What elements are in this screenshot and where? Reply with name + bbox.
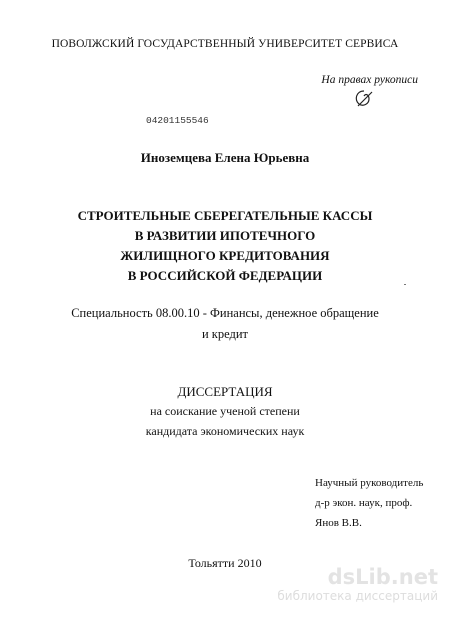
site-watermark <box>277 566 438 604</box>
dissertation-label: ДИССЕРТАЦИЯ <box>177 384 273 399</box>
watermark-subtitle: библиотека диссертаций <box>277 589 438 603</box>
thesis-title-line-4: В РОССИЙСКОЙ ФЕДЕРАЦИИ <box>127 268 323 283</box>
degree-purpose-line-1: на соискание ученой степени <box>150 404 300 418</box>
supervisor-degree: д-р экон. наук, проф. <box>315 497 413 509</box>
thesis-title-line-3: ЖИЛИЩНОГО КРЕДИТОВАНИЯ <box>120 248 330 263</box>
supervisor-role: Научный руководитель <box>315 477 424 489</box>
university-name: ПОВОЛЖСКИЙ ГОСУДАРСТВЕННЫЙ УНИВЕРСИТЕТ СЕРВИСА <box>51 38 399 50</box>
thesis-title-line-2: В РАЗВИТИИ ИПОТЕЧНОГО <box>134 228 316 243</box>
scan-speck <box>404 284 406 285</box>
supervisor-name: Янов В.В. <box>315 517 362 529</box>
degree-purpose-line-2: кандидата экономических наук <box>145 424 305 438</box>
specialty-line-2: и кредит <box>201 327 249 341</box>
handwritten-signature-mark <box>350 88 378 110</box>
author-name: Иноземцева Елена Юрьевна <box>140 150 310 165</box>
manuscript-rights-note: На правах рукописи <box>321 74 418 86</box>
watermark-brand: dsLib.net <box>327 565 438 589</box>
place-and-year: Тольятти 2010 <box>188 556 262 570</box>
thesis-title-line-1: СТРОИТЕЛЬНЫЕ СБЕРЕГАТЕЛЬНЫЕ КАССЫ <box>77 208 373 223</box>
specialty-line-1: Специальность 08.00.10 - Финансы, денежное обращение <box>71 306 379 320</box>
document-number: 04201155546 <box>146 115 209 126</box>
